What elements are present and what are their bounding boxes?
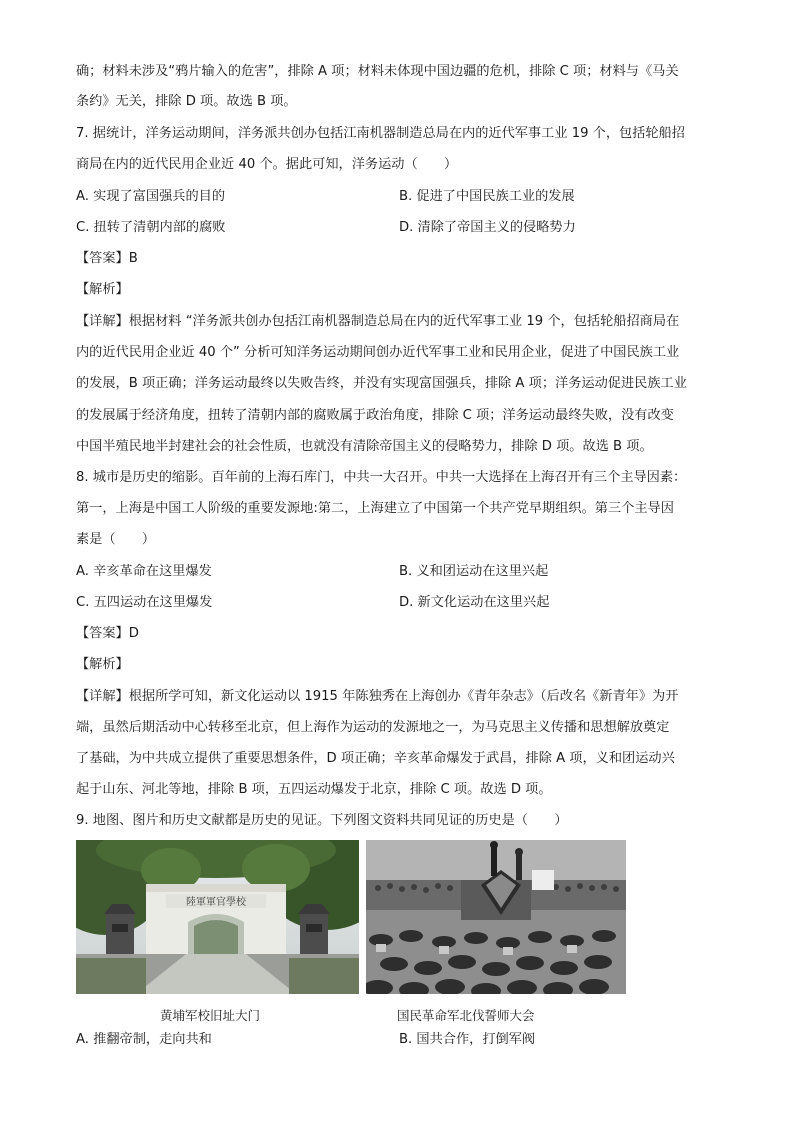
q8-detail-line-2: 端，虽然后期活动中心转移至北京，但上海作为运动的发源地之一，为马克思主义传播和思想解放奠定	[76, 720, 670, 735]
q7-detail-line-4: 的发展属于经济角度，扭转了清朝内部的腐败属于政治角度，排除 C 项；洋务运动最终失败，没有改变	[76, 408, 674, 423]
gate-sign-text: 陸軍軍官學校	[186, 897, 246, 908]
answer-label: 【答案】	[76, 251, 129, 266]
q7-option-b: B. 促进了中国民族工业的发展	[399, 189, 575, 204]
answer-label: 【答案】	[76, 626, 129, 641]
q8-option-b: B. 义和团运动在这里兴起	[399, 564, 549, 579]
q8-detail-line-4: 起于山东、河北等地，排除 B 项，五四运动爆发于北京，排除 C 项。故选 D 项。	[76, 782, 552, 797]
continued-text-line-2: 条约》无关，排除 D 项。故选 B 项。	[76, 94, 297, 109]
q7-detail-line-5: 中国半殖民地半封建社会的社会性质，也就没有清除帝国主义的侵略势力，排除 D 项。故选 B 项。	[76, 439, 653, 454]
q7-detail-line-2: 内的近代民用企业近 40 个” 分析可知洋务运动期间创办近代军事工业和民用企业，促进了中国民族工业	[76, 345, 680, 360]
q7-analysis-label: 【解析】	[76, 282, 129, 297]
q7-stem-line-1: 7. 据统计，洋务运动期间，洋务派共创办包括江南机器制造总局在内的近代军事工业 19 个，包括轮船招	[76, 126, 685, 141]
q9-option-a: A. 推翻帝制，走向共和	[76, 1032, 212, 1047]
detail-text: 根据所学可知，新文化运动以 1915 年陈独秀在上海创办《青年杂志》（后改名《新青年》为开	[128, 689, 679, 704]
q8-detail-line-3: 了基础，为中共成立提供了重要思想条件，D 项正确；辛亥革命爆发于武昌，排除 A 项，义和团运动兴	[76, 751, 675, 766]
whampoa-gate-photo	[76, 840, 359, 994]
q8-option-d: D. 新文化运动在这里兴起	[399, 595, 550, 610]
northern-expedition-rally-photo	[366, 840, 626, 994]
q9-option-b: B. 国共合作，打倒军阀	[399, 1032, 536, 1047]
q9-stem-line-1: 9. 地图、图片和历史文献都是历史的见证。下列图文资料共同见证的历史是（ ）	[76, 813, 568, 828]
answer-value: B	[128, 251, 138, 266]
q7-stem-line-2: 商局在内的近代民用企业近 40 个。据此可知，洋务运动（ ）	[76, 157, 458, 172]
photo-caption-whampoa: 黄埔军校旧址大门	[160, 1008, 261, 1023]
q7-detail-line-3: 的发展，B 项正确；洋务运动最终以失败告终，并没有实现富国强兵，排除 A 项；洋务运动促进民族工业	[76, 376, 687, 391]
q8-answer	[76, 624, 139, 644]
q8-option-c: C. 五四运动在这里爆发	[76, 595, 213, 610]
detail-label: 【详解】	[76, 314, 129, 329]
q8-stem-line-2: 第一，上海是中国工人阶级的重要发源地:第二，上海建立了中国第一个共产党早期组织。第三个主导因	[76, 501, 674, 516]
detail-label: 【详解】	[76, 689, 129, 704]
q7-detail-line-1	[76, 312, 679, 332]
q8-detail-line-1	[76, 687, 678, 707]
q7-option-d: D. 清除了帝国主义的侵略势力	[399, 220, 576, 235]
q8-stem-line-1: 8. 城市是历史的缩影。百年前的上海石库门，中共一大召开。中共一大选择在上海召开有三个主导因素：	[76, 470, 687, 485]
q7-option-c: C. 扭转了清朝内部的腐败	[76, 220, 226, 235]
q8-stem-line-3: 素是（ ）	[76, 532, 156, 547]
answer-value: D	[128, 626, 139, 641]
q7-option-a: A. 实现了富国强兵的目的	[76, 189, 226, 204]
q7-answer	[76, 249, 138, 269]
q8-analysis-label: 【解析】	[76, 657, 129, 672]
q8-option-a: A. 辛亥革命在这里爆发	[76, 564, 212, 579]
detail-text: 根据材料 “洋务派共创办包括江南机器制造总局在内的近代军事工业 19 个，包括轮船招商局在	[128, 314, 680, 329]
continued-text-line-1: 确；材料未涉及“鸦片输入的危害”，排除 A 项；材料未体现中国边疆的危机，排除 C 项；材料与《马关	[76, 64, 679, 79]
photo-caption-rally: 国民革命军北伐誓师大会	[397, 1008, 535, 1023]
